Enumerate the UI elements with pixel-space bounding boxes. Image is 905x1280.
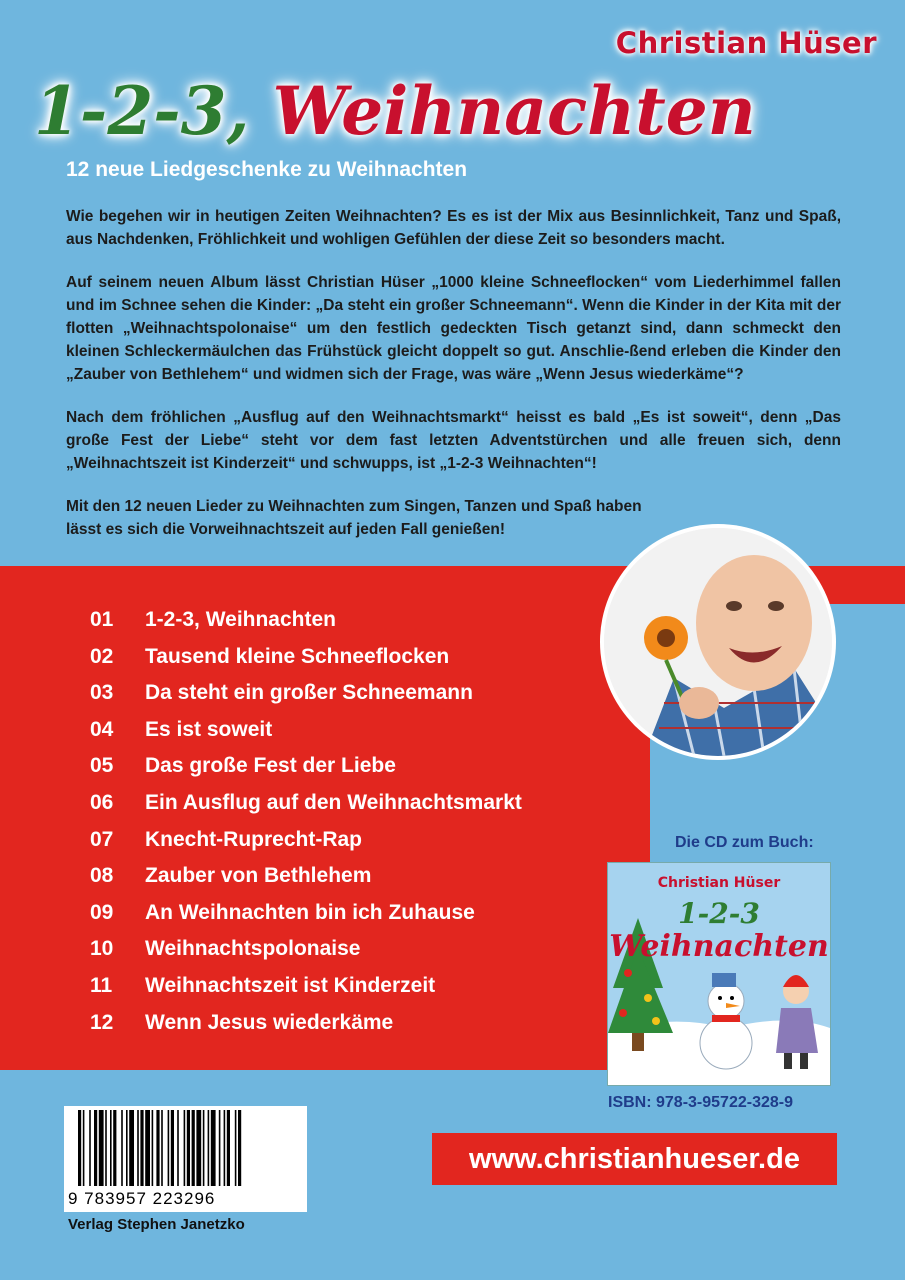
barcode-bar <box>208 1110 210 1186</box>
barcode-bar <box>219 1110 221 1186</box>
page-title <box>34 72 756 150</box>
barcode-bar <box>126 1110 128 1186</box>
track-item <box>90 824 522 861</box>
title-number: 1-2-3, <box>34 72 250 150</box>
track-number: 06 <box>90 790 114 814</box>
track-title: Es ist soweit <box>145 717 273 741</box>
barcode-bar <box>171 1110 174 1186</box>
track-number: 09 <box>90 900 114 924</box>
cd-title-word: Weihnachten <box>609 929 829 964</box>
track-item <box>90 933 522 970</box>
track-number: 02 <box>90 644 114 668</box>
track-item <box>90 860 522 897</box>
track-title: Weihnachtspolonaise <box>145 937 361 961</box>
barcode-bar <box>152 1110 154 1186</box>
barcode-bar <box>105 1110 107 1186</box>
barcode-bar <box>99 1110 104 1186</box>
barcode-digits: 9 783957 223296 <box>68 1189 216 1208</box>
track-item <box>90 970 522 1007</box>
barcode-bar <box>161 1110 163 1186</box>
title-word: Weihnachten <box>272 72 756 150</box>
track-title: 1-2-3, Weihnachten <box>145 608 336 631</box>
barcode-bar <box>211 1110 216 1186</box>
barcode-bar <box>78 1110 81 1186</box>
isbn: ISBN: 978-3-95722-328-9 <box>608 1094 793 1111</box>
barcode-bar <box>187 1110 190 1186</box>
author-name: Christian Hüser <box>615 26 877 60</box>
paragraph: Nach dem fröhlichen „Ausflug auf den Weihnachtsmarkt“ heisst es bald „Es ist soweit“, denn „Das große Fest der Liebe“ steht vor dem fast letzten Adventstürchen und alle freuen sich, denn „Weihnachtszeit ist Kinderzeit“ und schwupps, ist „1-2-3 Weihnachten“! <box>66 409 841 472</box>
barcode-bar <box>168 1110 170 1186</box>
barcode-bar <box>224 1110 226 1186</box>
track-item <box>90 897 522 934</box>
cd-author: Christian Hüser <box>657 875 781 891</box>
barcode-bar <box>94 1110 97 1186</box>
paragraph: Mit den 12 neuen Lieder zu Weihnachten zum Singen, Tanzen und Spaß haben lässt es sich die Vorweihnachtszeit auf jeden Fall genießen! <box>66 498 642 538</box>
track-item <box>90 641 522 678</box>
barcode-bar <box>156 1110 159 1186</box>
barcode-bar <box>192 1110 195 1186</box>
author-photo <box>604 528 832 756</box>
track-item <box>90 787 522 824</box>
barcode-bar <box>203 1110 205 1186</box>
website-url[interactable]: www.christianhueser.de <box>432 1133 837 1185</box>
track-item <box>90 604 522 641</box>
track-number: 08 <box>90 864 114 888</box>
track-number: 01 <box>90 608 114 631</box>
track-number: 12 <box>90 1010 114 1034</box>
barcode-bar <box>89 1110 91 1186</box>
barcode-bar <box>184 1110 186 1186</box>
track-item <box>90 677 522 714</box>
track-title: Ein Ausflug auf den Weihnachtsmarkt <box>145 790 522 814</box>
cd-cover <box>607 862 831 1086</box>
paragraph: Auf seinem neuen Album lässt Christian Hüser „1000 kleine Schneeflocken“ vom Liederhimmel fallen und im Schnee sehen die Kinder: „Da steht ein großer Schneemann“. Wenn die Kinder in der Kita mit der flotten „Weihnachtspolonaise“ um den festlich gedeckten Tisch getanzt sind, dann schmeckt den kleinen Schleckermäulchen das Frühstück gleicht doppelt so gut. Anschlie-ßend erleben die Kinder den „Zauber von Bethlehem“ und widmen sich der Frage, was wäre „Wenn Jesus wiederkäme“? <box>66 274 841 383</box>
author-photo-illustration <box>604 528 832 756</box>
track-title: Knecht-Ruprecht-Rap <box>145 827 363 851</box>
track-number: 05 <box>90 754 114 778</box>
track-item <box>90 750 522 787</box>
barcode-bar <box>238 1110 241 1186</box>
barcode-bar <box>196 1110 201 1186</box>
barcode-bars <box>64 1110 307 1190</box>
track-title: Da steht ein großer Schneemann <box>145 681 473 705</box>
barcode-bar <box>137 1110 139 1186</box>
barcode-bar <box>121 1110 123 1186</box>
track-title: Zauber von Bethlehem <box>145 864 372 888</box>
paragraph: Wie begehen wir in heutigen Zeiten Weihnachten? Es es ist der Mix aus Besinnlichkeit, Tanz und Spaß, aus Nachdenken, Fröhlichkeit und wohligen Gefühlen der diese Zeit so besonders macht. <box>66 208 841 248</box>
barcode-bar <box>227 1110 230 1186</box>
barcode-bar <box>83 1110 85 1186</box>
tracklist <box>90 604 522 1043</box>
subtitle: 12 neue Liedgeschenke zu Weihnachten <box>66 158 468 181</box>
track-title: Das große Fest der Liebe <box>145 754 396 778</box>
barcode-bar <box>235 1110 237 1186</box>
cd-label: Die CD zum Buch: <box>675 834 814 851</box>
barcode <box>64 1106 307 1212</box>
description <box>66 205 841 561</box>
barcode-bar <box>177 1110 179 1186</box>
track-title: An Weihnachten bin ich Zuhause <box>145 900 475 924</box>
track-number: 10 <box>90 937 114 961</box>
barcode-bar <box>129 1110 134 1186</box>
track-number: 11 <box>90 973 113 997</box>
track-number: 07 <box>90 827 114 851</box>
barcode-bar <box>145 1110 150 1186</box>
track-title: Weihnachtszeit ist Kinderzeit <box>145 973 436 997</box>
track-item <box>90 714 522 751</box>
track-item <box>90 1007 522 1044</box>
publisher: Verlag Stephen Janetzko <box>68 1216 245 1233</box>
track-title: Tausend kleine Schneeflocken <box>145 644 450 668</box>
barcode-bar <box>113 1110 116 1186</box>
barcode-bar <box>110 1110 112 1186</box>
barcode-bar <box>140 1110 143 1186</box>
track-number: 03 <box>90 681 114 705</box>
track-title: Wenn Jesus wiederkäme <box>145 1010 394 1034</box>
track-number: 04 <box>90 717 114 741</box>
cd-title-number: 1-2-3 <box>678 897 760 930</box>
